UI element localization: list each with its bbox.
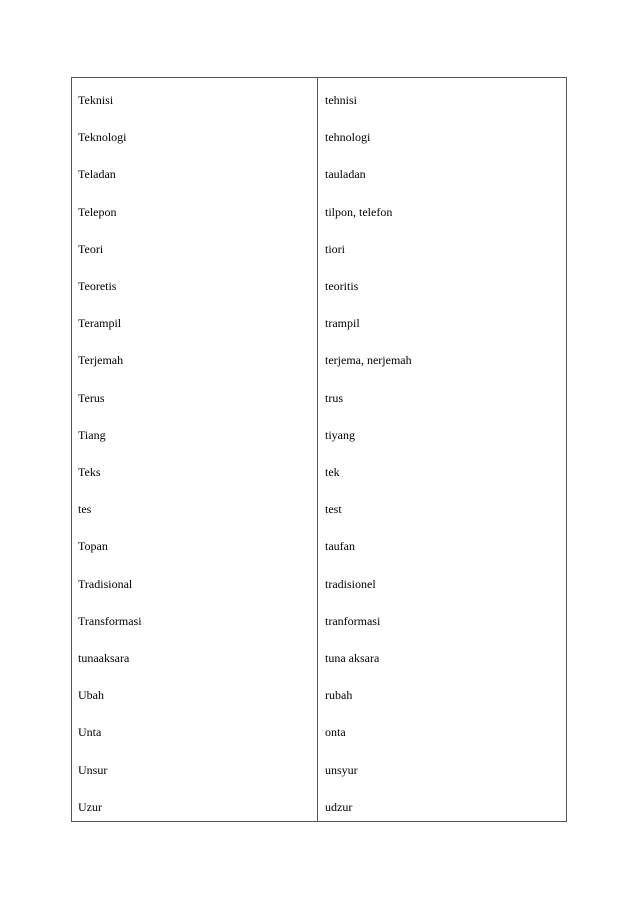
nonstandard-word-cell: tehnologi xyxy=(325,130,371,145)
nonstandard-word-cell: tranformasi xyxy=(325,613,381,628)
nonstandard-word-cell: tradisionel xyxy=(325,576,376,591)
standard-word-cell: Ubah xyxy=(78,688,104,703)
nonstandard-word-cell: udzur xyxy=(325,799,353,814)
nonstandard-word-cell: unsyur xyxy=(325,762,358,777)
nonstandard-word-cell: trus xyxy=(325,390,343,405)
nonstandard-word-column xyxy=(318,78,566,821)
standard-word-cell: Teori xyxy=(78,241,104,256)
standard-word-column xyxy=(72,78,318,821)
standard-word-cell: Telepon xyxy=(78,204,117,219)
nonstandard-word-cell: tuna aksara xyxy=(325,651,380,665)
standard-word-cell: tunaaksara xyxy=(78,651,130,665)
standard-word-cell: Teks xyxy=(78,465,101,479)
standard-word-cell: Teknisi xyxy=(78,93,114,107)
standard-word-cell: Tiang xyxy=(78,427,106,442)
nonstandard-word-cell: trampil xyxy=(325,316,360,331)
standard-word-cell: Transformasi xyxy=(78,613,142,628)
nonstandard-word-cell: onta xyxy=(325,725,346,740)
standard-word-cell: Teknologi xyxy=(78,130,127,145)
nonstandard-word-cell: tiori xyxy=(325,241,345,256)
nonstandard-word-cell: tauladan xyxy=(325,167,366,182)
standard-word-cell: Terampil xyxy=(78,316,122,331)
nonstandard-word-cell: terjema, nerjemah xyxy=(325,353,412,368)
standard-word-cell: Unta xyxy=(78,725,102,740)
standard-word-cell: Teladan xyxy=(78,167,116,182)
standard-word-cell: Uzur xyxy=(78,799,102,814)
nonstandard-word-cell: rubah xyxy=(325,688,353,703)
standard-word-cell: Tradisional xyxy=(78,576,133,591)
standard-word-cell: Teoretis xyxy=(78,279,117,293)
standard-word-cell: Terjemah xyxy=(78,353,124,368)
standard-word-cell: Terus xyxy=(78,390,105,405)
standard-word-cell: Topan xyxy=(78,539,108,554)
standard-word-cell: tes xyxy=(78,502,92,517)
nonstandard-word-cell: taufan xyxy=(325,539,355,554)
nonstandard-word-cell: tilpon, telefon xyxy=(325,204,393,219)
nonstandard-word-cell: tiyang xyxy=(325,427,355,442)
nonstandard-word-cell: tehnisi xyxy=(325,93,357,107)
nonstandard-word-cell: teoritis xyxy=(325,279,359,293)
nonstandard-word-cell: test xyxy=(325,502,342,517)
word-table xyxy=(71,77,567,822)
standard-word-cell: Unsur xyxy=(78,762,108,777)
nonstandard-word-cell: tek xyxy=(325,465,340,479)
